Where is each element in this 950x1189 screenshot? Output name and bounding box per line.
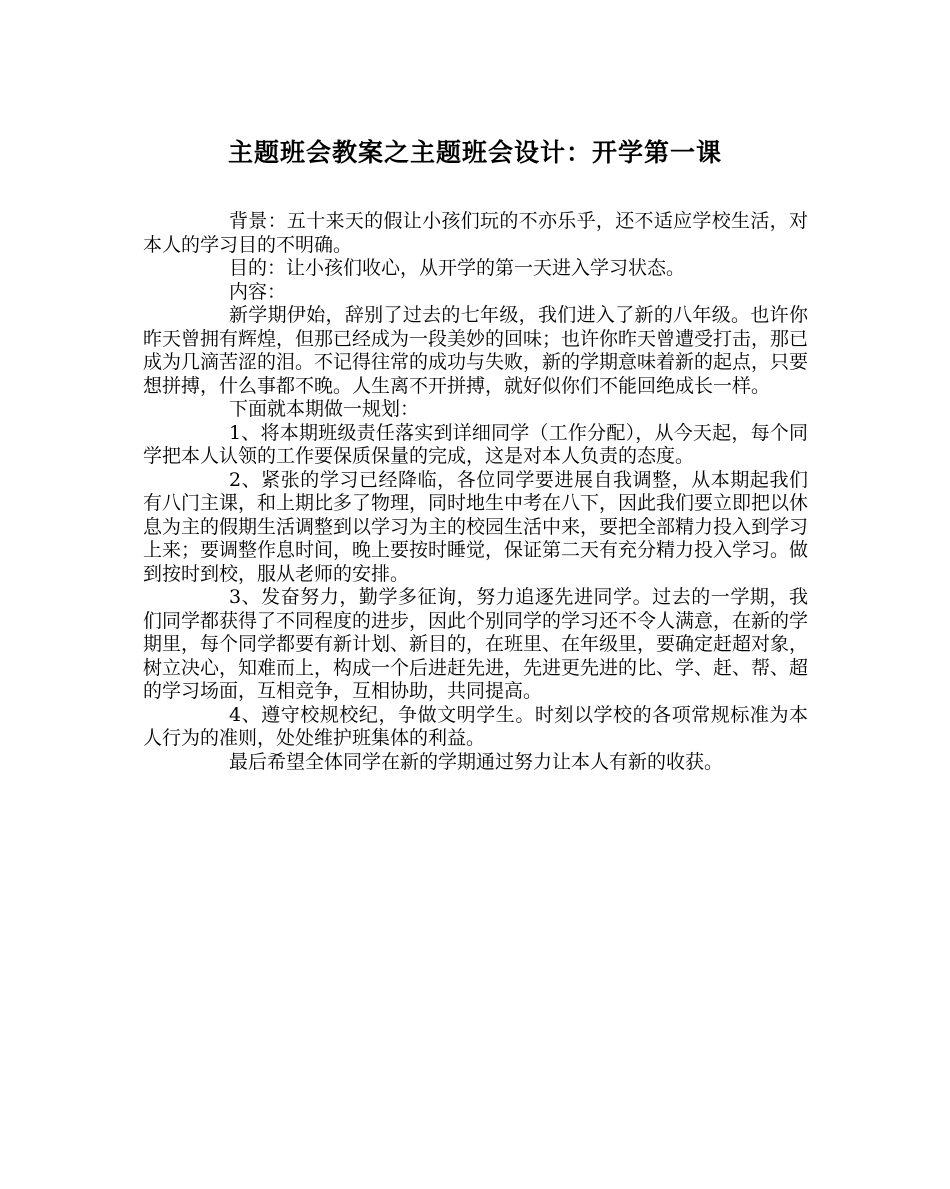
paragraph-item-3: 3、发奋努力，勤学多征询，努力追逐先进同学。过去的一学期，我们同学都获得了不同程度的进步，因此个别同学的学习还不令人满意，在新的学期里，每个同学都要有新计划、新目的，在班里、在年级里，要确定赶超对象，树立决心，知难而上，构成一个后进赶先进，先进更先进的比、学、赶、帮、超的学习场面，互相竞争，互相协助，共同提高。 [143,586,809,702]
paragraph-item-1: 1、将本期班级责任落实到详细同学（工作分配），从今天起，每个同学把本人认领的工作要保质保量的完成，这是对本人负责的态度。 [143,421,808,467]
paragraph-item-2: 2、紧张的学习已经降临，各位同学要进展自我调整，从本期起我们有八门主课，和上期比多了物理，同时地生中考在八下，因此我们要立即把以休息为主的假期生活调整到以学习为主的校园生活中来，要把全部精力投入到学习上来；要调整作息时间，晚上要按时睡觉，保证第二天有充分精力投入学习。做到按时到校，服从老师的安排。 [143,468,809,585]
paragraph-closing: 最后希望全体同学在新的学期通过努力让本人有新的收获。 [229,750,724,773]
paragraph-item-4: 4、遵守校规校纪，争做文明学生。时刻以学校的各项常规标准为本人行为的准则，处处维护班集体的利益。 [143,703,808,749]
paragraph-intro: 新学期伊始，辞别了过去的七年级，我们进入了新的八年级。也许你昨天曾拥有辉煌，但那已经成为一段美妙的回味；也许你昨天曾遭受打击，那已成为几滴苦涩的泪。不记得往常的成功与失败，新的学期意味着新的起点，只要想拼搏，什么事都不晚。人生离不开拼搏，就好似你们不能回绝成长一样。 [143,304,809,397]
document-body [143,210,808,774]
paragraph-content-heading: 内容： [229,280,287,303]
paragraph-purpose: 目的：让小孩们收心，从开学的第一天进入学习状态。 [229,257,686,279]
paragraph-plan-heading: 下面就本期做一规划： [229,398,420,420]
paragraph-background: 背景：五十来天的假让小孩们玩的不亦乐乎，还不适应学校生活，对本人的学习目的不明确。 [143,210,808,256]
document-title: 主题班会教案之主题班会设计：开学第一课 [227,138,722,167]
